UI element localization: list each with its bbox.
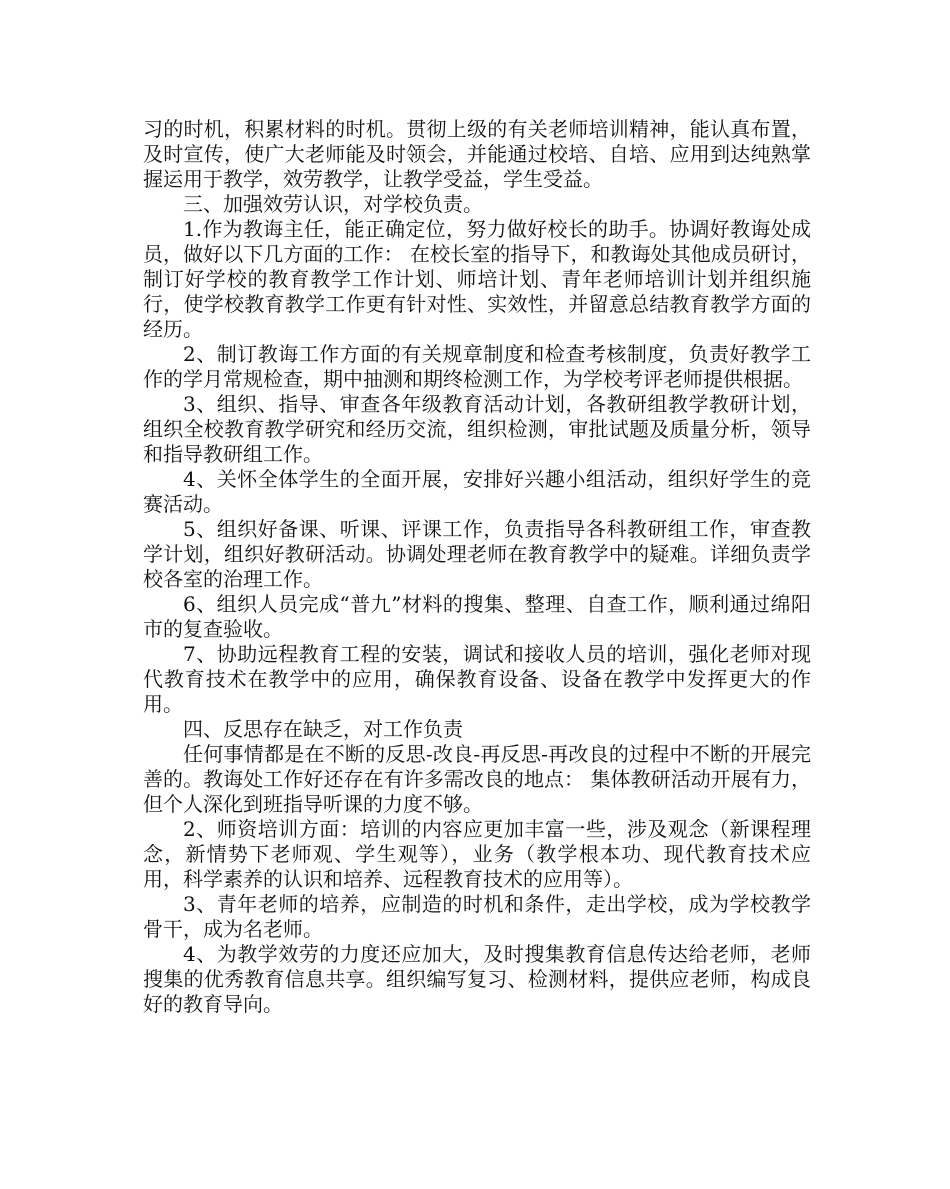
paragraph-reflection-3: 3、青年老师的培养，应制造的时机和条件，走出学校，成为学校教学骨干，成为名老师。 [143, 892, 811, 941]
section-heading-4: 四、反思存在缺乏，对工作负责 [183, 717, 463, 741]
paragraph-reflection-2: 2、师资培训方面：培训的内容应更加丰富一些，涉及观念（新课程理念，新情势下老师观、学生观等），业务（教学根本功、现代教育技术应用，科学素养的认识和培养、远程教育技术的应用等）。 [143, 817, 811, 891]
section-heading-3: 三、加强效劳认识，对学校负责。 [183, 192, 483, 216]
paragraph-reflection: 任何事情都是在不断的反思-改良-再反思-再改良的过程中不断的开展完善的。教诲处工作好还存在有许多需改良的地点： 集体教研活动开展有力，但个人深化到班指导听课的力度不够。 [143, 742, 811, 816]
paragraph-item-4: 4、关怀全体学生的全面开展，安排好兴趣小组活动，组织好学生的竞赛活动。 [143, 467, 811, 516]
paragraph-item-6: 6、组织人员完成“普九”材料的搜集、整理、自查工作，顺利通过绵阳市的复查验收。 [143, 592, 811, 641]
paragraph-intro-continued: 习的时机，积累材料的时机。贯彻上级的有关老师培训精神，能认真布置，及时宣传，使广大老师能及时领会，并能通过校培、自培、应用到达纯熟掌握运用于教学，效劳教学，让教学受益，学生受益。 [143, 117, 811, 191]
paragraph-item-2: 2、制订教诲工作方面的有关规章制度和检查考核制度，负责好教学工作的学月常规检查，期中抽测和期终检测工作，为学校考评老师提供根据。 [143, 342, 811, 391]
paragraph-item-1: 1.作为教诲主任，能正确定位，努力做好校长的助手。协调好教诲处成员，做好以下几方面的工作： 在校长室的指导下，和教诲处其他成员研讨，制订好学校的教育教学工作计划、师培计划、青年老师培训计划并组织施行，使学校教育教学工作更有针对性、实效性，并留意总结教育教学方面的经历。 [143, 217, 811, 341]
paragraph-item-5: 5、组织好备课、听课、评课工作，负责指导各科教研组工作，审查教学计划，组织好教研活动。协调处理老师在教育教学中的疑难。详细负责学校各室的治理工作。 [143, 517, 811, 591]
paragraph-item-7: 7、协助远程教育工程的安装，调试和接收人员的培训，强化老师对现代教育技术在教学中的应用，确保教育设备、设备在教学中发挥更大的作用。 [143, 642, 811, 716]
paragraph-item-3: 3、组织、指导、审查各年级教育活动计划，各教研组教学教研计划，组织全校教育教学研究和经历交流，组织检测，审批试题及质量分析，领导和指导教研组工作。 [143, 392, 811, 466]
document-body [143, 117, 811, 1017]
paragraph-reflection-4: 4、为教学效劳的力度还应加大，及时搜集教育信息传达给老师，老师搜集的优秀教育信息共享。组织编写复习、检测材料，提供应老师，构成良好的教育导向。 [143, 942, 811, 1016]
